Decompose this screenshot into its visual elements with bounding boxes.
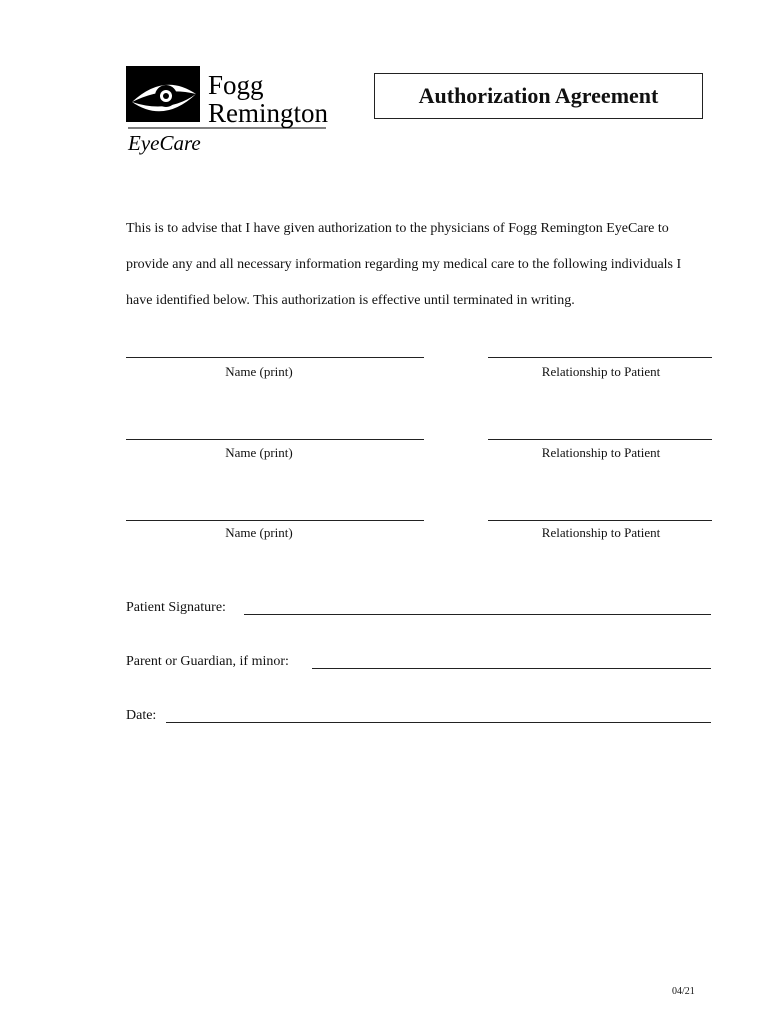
date-input[interactable] <box>166 722 711 723</box>
relationship-input-3[interactable] <box>488 520 712 521</box>
paragraph-line-2: provide any and all necessary information regarding my medical care to the following individuals I <box>126 257 682 272</box>
relationship-caption-3: Relationship to Patient <box>541 525 661 540</box>
relationship-caption-1: Relationship to Patient <box>541 364 661 379</box>
guardian-label: Parent or Guardian, if minor: <box>126 654 289 669</box>
name-input-1[interactable] <box>126 357 424 358</box>
name-caption-1: Name (print) <box>225 364 293 379</box>
paragraph-line-1: This is to advise that I have given authorization to the physicians of Fogg Remington EyeCare to <box>126 221 669 236</box>
name-caption-3: Name (print) <box>225 525 293 540</box>
date-label: Date: <box>126 708 157 723</box>
relationship-caption-2: Relationship to Patient <box>541 445 661 460</box>
logo-tagline: EyeCare <box>128 131 201 155</box>
page-title: Authorization Agreement <box>418 83 659 108</box>
title-box <box>374 73 703 119</box>
patient-signature-label: Patient Signature: <box>126 600 226 615</box>
guardian-input[interactable] <box>312 668 711 669</box>
form-revision-code: 04/21 <box>672 986 695 997</box>
paragraph-line-3: have identified below. This authorization is effective until terminated in writing. <box>126 293 575 308</box>
eye-logo-icon <box>124 64 329 156</box>
relationship-input-2[interactable] <box>488 439 712 440</box>
company-logo <box>124 64 329 156</box>
logo-name-line2: Remington <box>208 98 328 128</box>
name-input-2[interactable] <box>126 439 424 440</box>
name-caption-2: Name (print) <box>225 445 293 460</box>
name-input-3[interactable] <box>126 520 424 521</box>
patient-signature-input[interactable] <box>244 614 711 615</box>
logo-name-line1: Fogg <box>208 70 264 100</box>
relationship-input-1[interactable] <box>488 357 712 358</box>
